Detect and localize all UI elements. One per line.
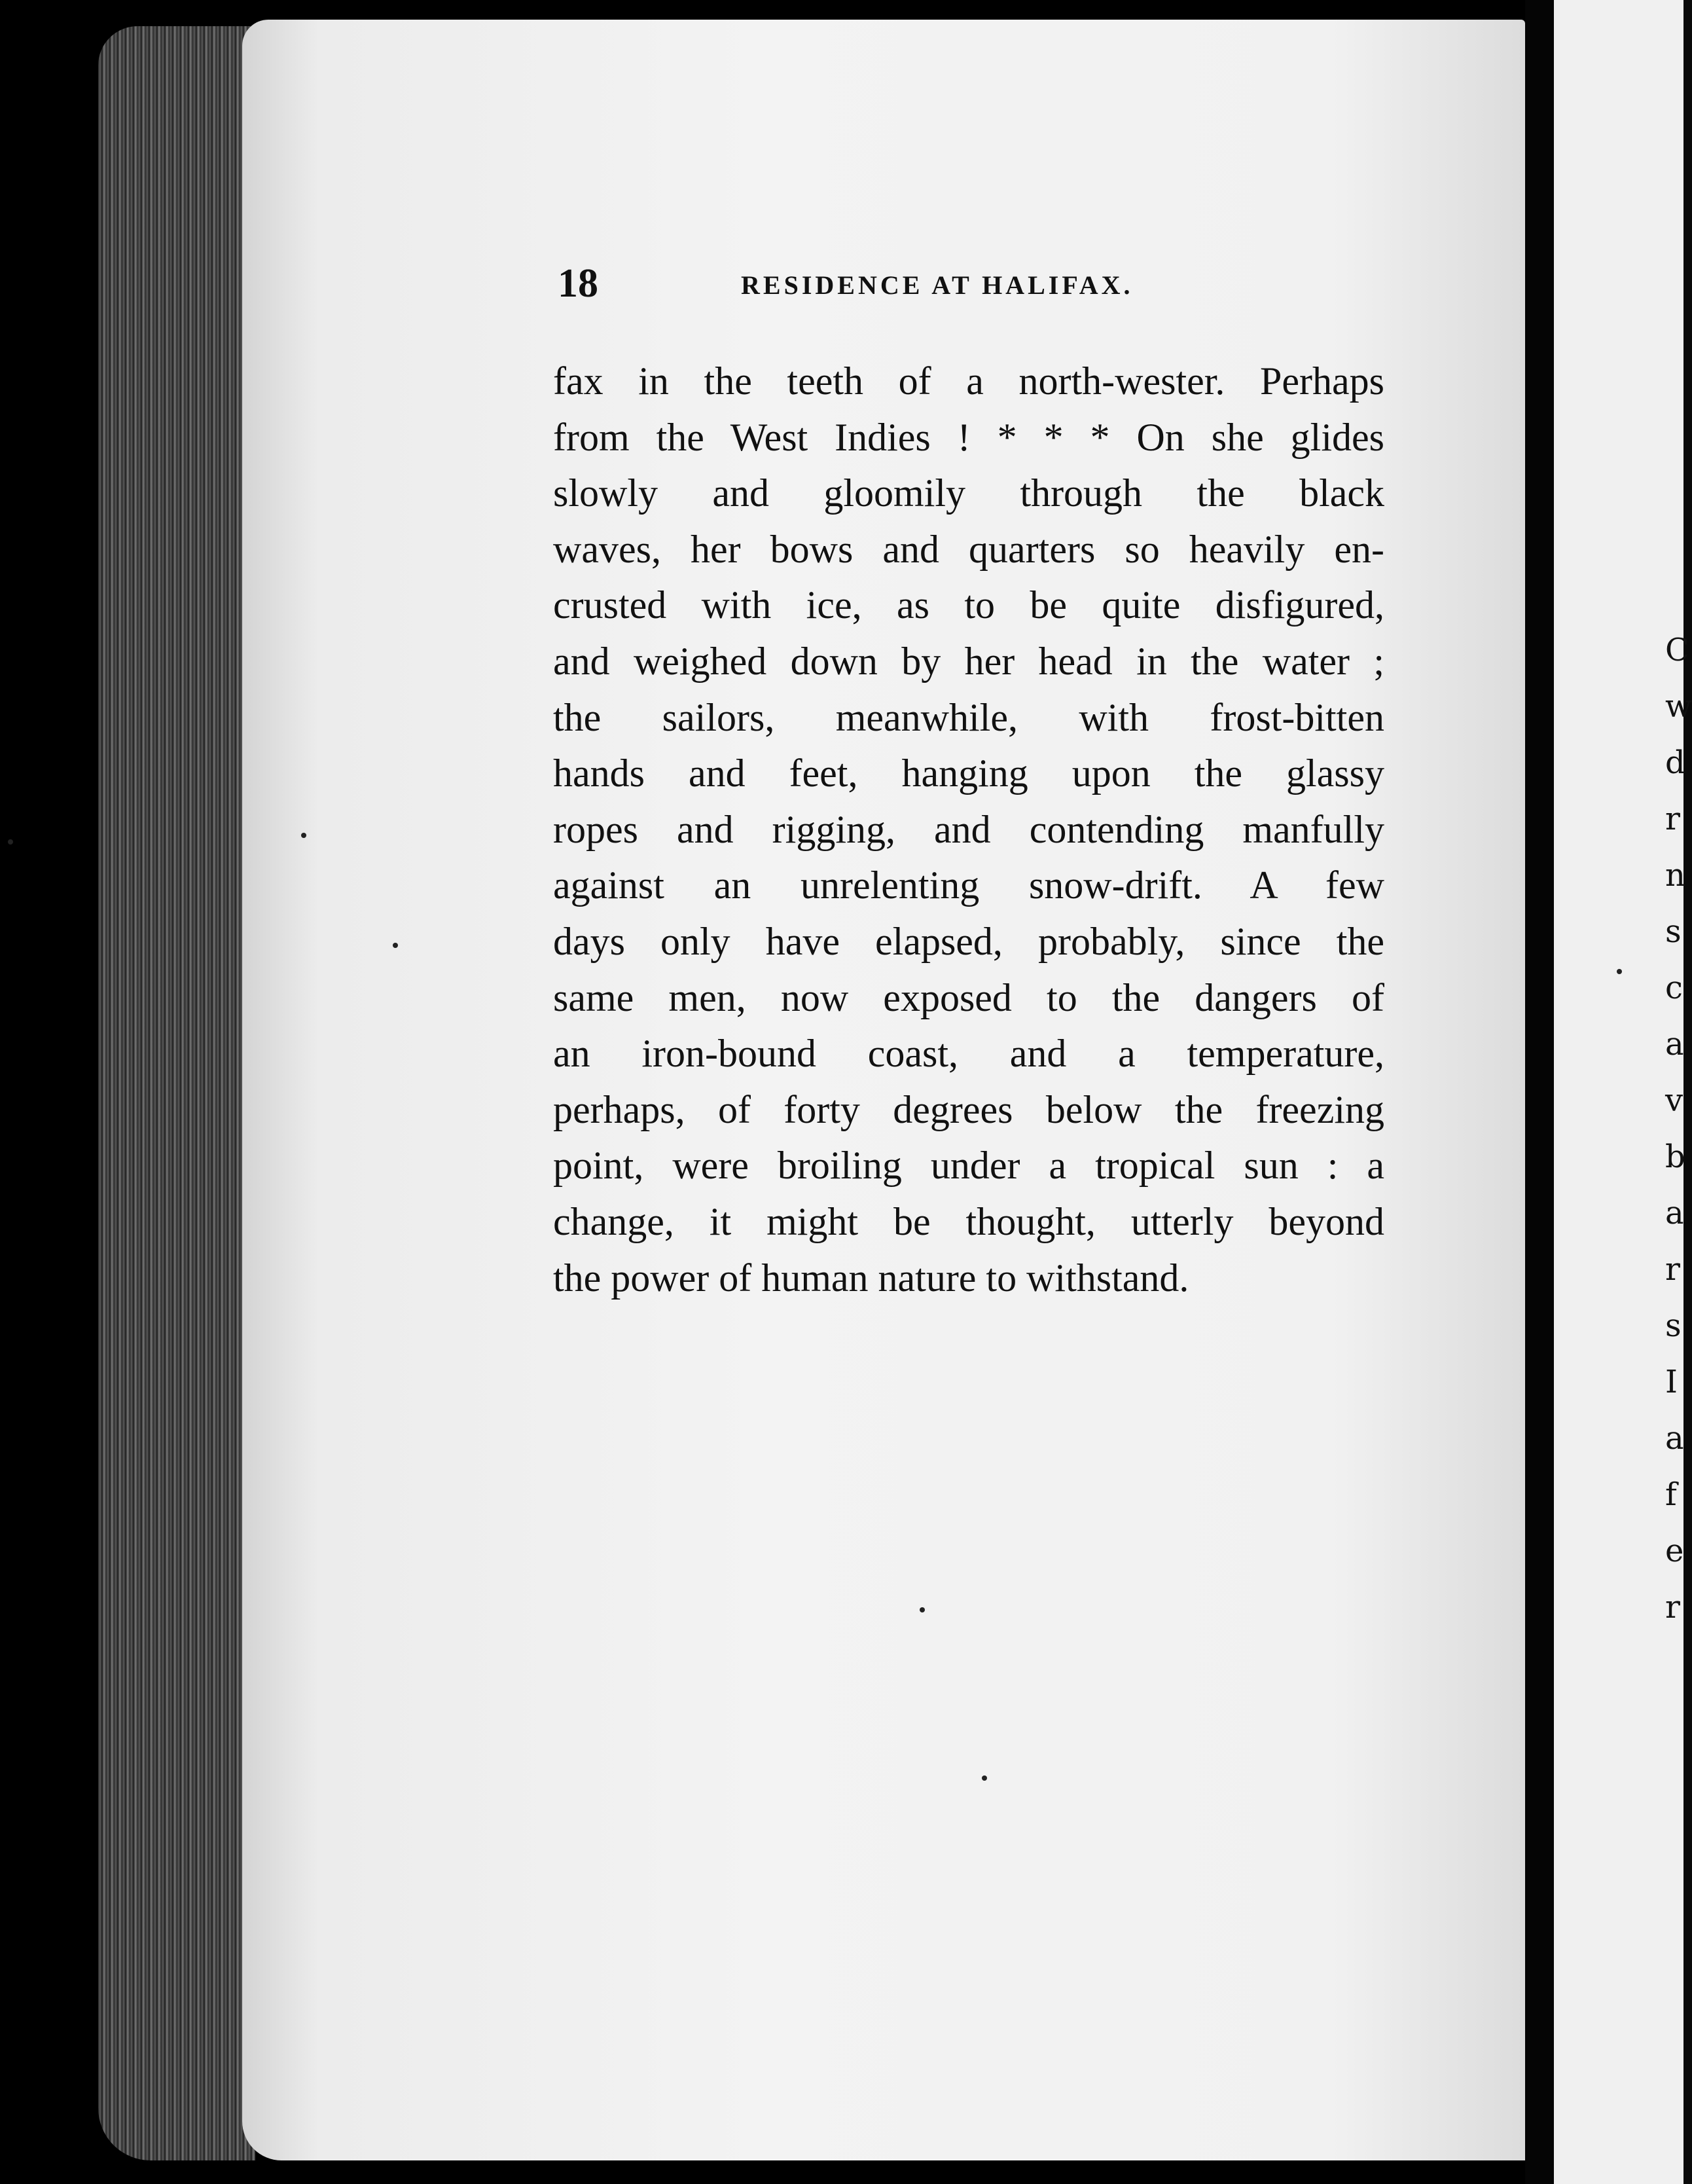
scan-speck (920, 1607, 925, 1612)
running-head: RESIDENCE AT HALIFAX. (741, 270, 1134, 300)
facing-letter: a (1665, 1026, 1684, 1063)
text-line: same men, now exposed to the dangers of (553, 975, 1384, 1019)
facing-letter: w (1665, 688, 1692, 725)
text-line: against an unrelenting snow-drift. A few (553, 864, 1384, 907)
facing-letter: v (1665, 1082, 1683, 1119)
text-line: the sailors, meanwhile, with frost-bitten (553, 695, 1384, 739)
scan-speck (301, 833, 306, 838)
text-line: waves, her bows and quarters so heavily en- (553, 527, 1384, 571)
text-line: days only have elapsed, probably, since the (553, 919, 1384, 963)
text-line: change, it might be thought, utterly beyond (553, 1199, 1384, 1243)
facing-letter: n (1665, 857, 1685, 894)
text-line: hands and feet, hanging upon the glassy (553, 752, 1384, 795)
facing-letter: a (1665, 1420, 1684, 1457)
text-line: ropes and rigging, and contending manfully (553, 807, 1384, 851)
facing-letter: a (1665, 1195, 1684, 1231)
scan-speck (982, 1775, 987, 1781)
facing-letter: d (1665, 744, 1685, 781)
facing-letter: C (1665, 632, 1689, 668)
scan-speck (8, 839, 13, 845)
text-line: fax in the teeth of a north-wester. Perhaps (553, 359, 1384, 403)
scan-speck (393, 943, 398, 948)
text-line: and weighed down by her head in the water ; (553, 639, 1384, 683)
text-line: crusted with ice, as to be quite disfigured, (553, 583, 1384, 627)
facing-letter: c (1665, 970, 1683, 1006)
text-line: the power of human nature to withstand. (553, 1256, 1189, 1300)
text-line: from the West Indies ! * * * On she glides (553, 415, 1384, 459)
facing-letter: r (1665, 801, 1680, 837)
facing-letter: r (1665, 1589, 1680, 1626)
text-line: an iron-bound coast, and a temperature, (553, 1032, 1384, 1076)
page-header (558, 261, 1395, 313)
facing-letter: r (1665, 1251, 1680, 1288)
body-text (553, 354, 1384, 1306)
facing-page (1554, 0, 1692, 2184)
facing-letter: s (1665, 1307, 1682, 1344)
book-page-edges (98, 26, 255, 2160)
facing-letter: e (1665, 1533, 1684, 1569)
text-line: slowly and gloomily through the black (553, 471, 1384, 515)
scan-speck (1617, 969, 1622, 974)
facing-letter: s (1665, 913, 1682, 950)
facing-letter: f (1665, 1476, 1677, 1513)
text-line: point, were broiling under a tropical sun : a (553, 1144, 1384, 1188)
facing-letter: I (1665, 1364, 1678, 1400)
page-number: 18 (558, 261, 598, 306)
facing-letter: b (1665, 1138, 1685, 1175)
text-line: perhaps, of forty degrees below the freezing (553, 1087, 1384, 1131)
facing-page-letters (1665, 622, 1692, 1635)
book-gutter (1525, 0, 1554, 2184)
